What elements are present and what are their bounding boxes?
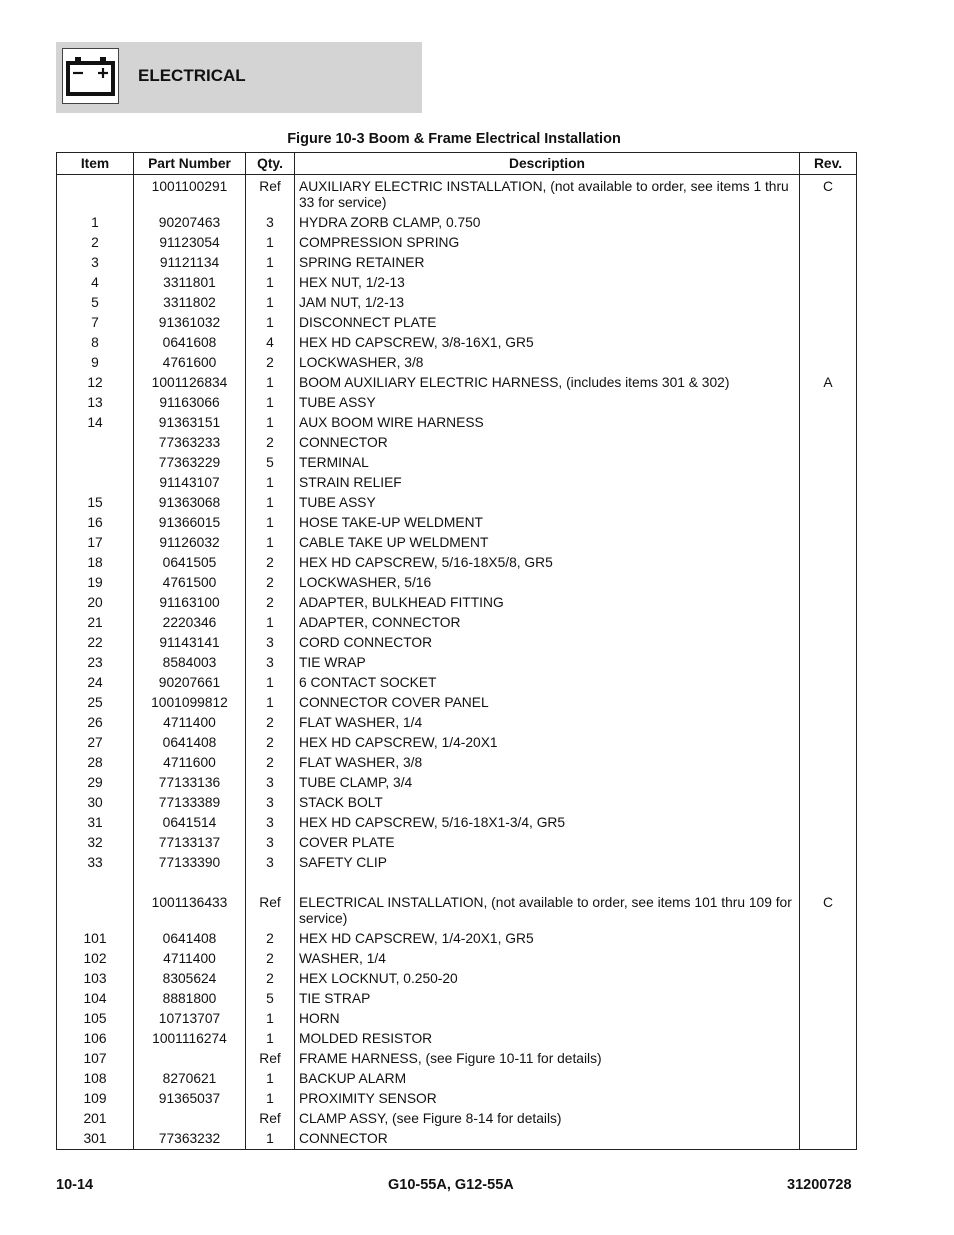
table-row bbox=[57, 513, 857, 533]
table-row bbox=[57, 373, 857, 393]
cell-rev bbox=[800, 753, 857, 773]
cell-qty: 1 bbox=[246, 1029, 295, 1049]
cell-description: SAFETY CLIP bbox=[295, 853, 800, 873]
column-header-rev: Rev. bbox=[800, 153, 857, 175]
cell-part-number: 77133390 bbox=[134, 853, 246, 873]
cell-rev bbox=[800, 853, 857, 873]
cell-description: FLAT WASHER, 3/8 bbox=[295, 753, 800, 773]
cell-item: 13 bbox=[57, 393, 134, 413]
cell-part-number bbox=[134, 873, 246, 893]
cell-rev bbox=[800, 1089, 857, 1109]
cell-item: 21 bbox=[57, 613, 134, 633]
cell-description: JAM NUT, 1/2-13 bbox=[295, 293, 800, 313]
cell-description: STRAIN RELIEF bbox=[295, 473, 800, 493]
cell-part-number: 0641514 bbox=[134, 813, 246, 833]
table-row bbox=[57, 233, 857, 253]
cell-qty: 1 bbox=[246, 393, 295, 413]
table-row bbox=[57, 1069, 857, 1089]
cell-item: 30 bbox=[57, 793, 134, 813]
cell-description: HEX LOCKNUT, 0.250-20 bbox=[295, 969, 800, 989]
cell-rev bbox=[800, 1009, 857, 1029]
table-row bbox=[57, 593, 857, 613]
cell-qty: 3 bbox=[246, 213, 295, 233]
cell-rev bbox=[800, 293, 857, 313]
table-row bbox=[57, 473, 857, 493]
cell-qty: 2 bbox=[246, 573, 295, 593]
cell-qty: 1 bbox=[246, 253, 295, 273]
cell-description: HEX HD CAPSCREW, 1/4-20X1, GR5 bbox=[295, 929, 800, 949]
cell-description: TUBE ASSY bbox=[295, 393, 800, 413]
cell-rev bbox=[800, 969, 857, 989]
cell-qty: 2 bbox=[246, 593, 295, 613]
table-row bbox=[57, 293, 857, 313]
cell-qty: Ref bbox=[246, 893, 295, 929]
cell-part-number: 3311801 bbox=[134, 273, 246, 293]
table-row bbox=[57, 753, 857, 773]
cell-item: 24 bbox=[57, 673, 134, 693]
cell-rev bbox=[800, 613, 857, 633]
cell-description: HYDRA ZORB CLAMP, 0.750 bbox=[295, 213, 800, 233]
cell-rev bbox=[800, 1129, 857, 1150]
table-row bbox=[57, 253, 857, 273]
cell-qty: 1 bbox=[246, 473, 295, 493]
section-title: ELECTRICAL bbox=[138, 66, 246, 85]
cell-rev bbox=[800, 353, 857, 373]
cell-qty: 3 bbox=[246, 793, 295, 813]
cell-qty: 1 bbox=[246, 493, 295, 513]
cell-rev bbox=[800, 433, 857, 453]
cell-rev bbox=[800, 533, 857, 553]
cell-description: HEX NUT, 1/2-13 bbox=[295, 273, 800, 293]
cell-item bbox=[57, 893, 134, 929]
table-row bbox=[57, 873, 857, 893]
cell-rev bbox=[800, 633, 857, 653]
cell-rev bbox=[800, 593, 857, 613]
cell-qty: 1 bbox=[246, 1009, 295, 1029]
cell-qty: 1 bbox=[246, 693, 295, 713]
cell-item: 27 bbox=[57, 733, 134, 753]
cell-item: 25 bbox=[57, 693, 134, 713]
cell-description: HORN bbox=[295, 1009, 800, 1029]
cell-description: TIE WRAP bbox=[295, 653, 800, 673]
cell-description: CONNECTOR COVER PANEL bbox=[295, 693, 800, 713]
cell-item: 109 bbox=[57, 1089, 134, 1109]
cell-qty: Ref bbox=[246, 1109, 295, 1129]
cell-qty: 1 bbox=[246, 373, 295, 393]
cell-item: 29 bbox=[57, 773, 134, 793]
cell-part-number: 91123054 bbox=[134, 233, 246, 253]
table-row bbox=[57, 793, 857, 813]
cell-item: 26 bbox=[57, 713, 134, 733]
cell-description: STACK BOLT bbox=[295, 793, 800, 813]
cell-part-number: 4761600 bbox=[134, 353, 246, 373]
cell-rev: C bbox=[800, 175, 857, 214]
cell-part-number: 8305624 bbox=[134, 969, 246, 989]
table-header-row bbox=[57, 153, 857, 175]
cell-description: SPRING RETAINER bbox=[295, 253, 800, 273]
cell-description: TUBE ASSY bbox=[295, 493, 800, 513]
cell-qty: Ref bbox=[246, 175, 295, 214]
cell-rev bbox=[800, 513, 857, 533]
cell-part-number: 1001126834 bbox=[134, 373, 246, 393]
cell-rev bbox=[800, 873, 857, 893]
table-row bbox=[57, 673, 857, 693]
cell-part-number: 77363232 bbox=[134, 1129, 246, 1150]
cell-qty: 1 bbox=[246, 273, 295, 293]
cell-rev bbox=[800, 813, 857, 833]
table-row bbox=[57, 813, 857, 833]
cell-item: 33 bbox=[57, 853, 134, 873]
cell-rev bbox=[800, 493, 857, 513]
cell-part-number: 91121134 bbox=[134, 253, 246, 273]
cell-qty: 3 bbox=[246, 833, 295, 853]
cell-rev bbox=[800, 1049, 857, 1069]
cell-part-number: 0641505 bbox=[134, 553, 246, 573]
cell-qty: 2 bbox=[246, 553, 295, 573]
cell-item: 12 bbox=[57, 373, 134, 393]
cell-item: 22 bbox=[57, 633, 134, 653]
cell-part-number: 0641608 bbox=[134, 333, 246, 353]
cell-item: 16 bbox=[57, 513, 134, 533]
cell-item: 9 bbox=[57, 353, 134, 373]
cell-item: 17 bbox=[57, 533, 134, 553]
cell-qty: 2 bbox=[246, 433, 295, 453]
cell-description: CLAMP ASSY, (see Figure 8-14 for details) bbox=[295, 1109, 800, 1129]
cell-rev bbox=[800, 733, 857, 753]
cell-description: 6 CONTACT SOCKET bbox=[295, 673, 800, 693]
cell-description: HOSE TAKE-UP WELDMENT bbox=[295, 513, 800, 533]
cell-qty: 2 bbox=[246, 733, 295, 753]
cell-part-number: 4761500 bbox=[134, 573, 246, 593]
cell-description: ADAPTER, CONNECTOR bbox=[295, 613, 800, 633]
figure-title: Figure 10-3 Boom & Frame Electrical Installation bbox=[287, 131, 621, 147]
cell-part-number: 4711400 bbox=[134, 713, 246, 733]
table-row bbox=[57, 533, 857, 553]
cell-item: 28 bbox=[57, 753, 134, 773]
cell-part-number: 8270621 bbox=[134, 1069, 246, 1089]
cell-item: 31 bbox=[57, 813, 134, 833]
table-row bbox=[57, 613, 857, 633]
cell-qty: 2 bbox=[246, 969, 295, 989]
cell-rev bbox=[800, 713, 857, 733]
cell-qty: 1 bbox=[246, 413, 295, 433]
cell-part-number: 4711400 bbox=[134, 949, 246, 969]
cell-item: 102 bbox=[57, 949, 134, 969]
cell-rev bbox=[800, 1029, 857, 1049]
cell-part-number: 77133136 bbox=[134, 773, 246, 793]
cell-qty: 2 bbox=[246, 713, 295, 733]
table-row bbox=[57, 273, 857, 293]
parts-table bbox=[56, 152, 857, 1150]
cell-description: HEX HD CAPSCREW, 1/4-20X1 bbox=[295, 733, 800, 753]
table-row bbox=[57, 653, 857, 673]
cell-item: 7 bbox=[57, 313, 134, 333]
cell-rev bbox=[800, 213, 857, 233]
cell-qty: 1 bbox=[246, 513, 295, 533]
cell-qty: 3 bbox=[246, 773, 295, 793]
cell-description: HEX HD CAPSCREW, 5/16-18X1-3/4, GR5 bbox=[295, 813, 800, 833]
cell-item: 4 bbox=[57, 273, 134, 293]
cell-description: FRAME HARNESS, (see Figure 10-11 for details) bbox=[295, 1049, 800, 1069]
battery-icon bbox=[62, 48, 119, 104]
cell-description: HEX HD CAPSCREW, 5/16-18X5/8, GR5 bbox=[295, 553, 800, 573]
cell-item: 103 bbox=[57, 969, 134, 989]
cell-description: COMPRESSION SPRING bbox=[295, 233, 800, 253]
cell-description: ADAPTER, BULKHEAD FITTING bbox=[295, 593, 800, 613]
cell-rev bbox=[800, 1109, 857, 1129]
cell-qty: 3 bbox=[246, 853, 295, 873]
cell-item bbox=[57, 473, 134, 493]
cell-description: CONNECTOR bbox=[295, 1129, 800, 1150]
cell-part-number: 91143141 bbox=[134, 633, 246, 653]
cell-description: WASHER, 1/4 bbox=[295, 949, 800, 969]
table-row bbox=[57, 433, 857, 453]
table-row bbox=[57, 1109, 857, 1129]
cell-part-number: 90207463 bbox=[134, 213, 246, 233]
cell-part-number: 91143107 bbox=[134, 473, 246, 493]
cell-part-number: 1001099812 bbox=[134, 693, 246, 713]
cell-description: PROXIMITY SENSOR bbox=[295, 1089, 800, 1109]
cell-description: AUXILIARY ELECTRIC INSTALLATION, (not available to order, see items 1 thru 33 for service) bbox=[295, 175, 800, 214]
cell-description: TUBE CLAMP, 3/4 bbox=[295, 773, 800, 793]
cell-qty bbox=[246, 873, 295, 893]
cell-qty: 3 bbox=[246, 653, 295, 673]
cell-item: 32 bbox=[57, 833, 134, 853]
cell-item: 15 bbox=[57, 493, 134, 513]
table-row bbox=[57, 1029, 857, 1049]
cell-item: 23 bbox=[57, 653, 134, 673]
cell-rev bbox=[800, 929, 857, 949]
cell-qty: 2 bbox=[246, 949, 295, 969]
cell-part-number: 91126032 bbox=[134, 533, 246, 553]
cell-description: COVER PLATE bbox=[295, 833, 800, 853]
cell-part-number: 91363151 bbox=[134, 413, 246, 433]
cell-rev bbox=[800, 793, 857, 813]
cell-rev bbox=[800, 573, 857, 593]
cell-rev bbox=[800, 553, 857, 573]
table-row bbox=[57, 1089, 857, 1109]
cell-rev bbox=[800, 333, 857, 353]
cell-rev bbox=[800, 313, 857, 333]
cell-qty: 1 bbox=[246, 533, 295, 553]
cell-description: LOCKWASHER, 3/8 bbox=[295, 353, 800, 373]
cell-description bbox=[295, 873, 800, 893]
cell-qty: 1 bbox=[246, 1069, 295, 1089]
cell-description: AUX BOOM WIRE HARNESS bbox=[295, 413, 800, 433]
table-row bbox=[57, 573, 857, 593]
cell-qty: 2 bbox=[246, 753, 295, 773]
cell-description: DISCONNECT PLATE bbox=[295, 313, 800, 333]
cell-item bbox=[57, 453, 134, 473]
cell-item: 301 bbox=[57, 1129, 134, 1150]
cell-item: 8 bbox=[57, 333, 134, 353]
cell-item: 5 bbox=[57, 293, 134, 313]
model-name: G10-55A, G12-55A bbox=[388, 1177, 514, 1193]
table-row bbox=[57, 313, 857, 333]
cell-rev bbox=[800, 393, 857, 413]
table-row bbox=[57, 633, 857, 653]
cell-rev bbox=[800, 673, 857, 693]
cell-part-number: 91361032 bbox=[134, 313, 246, 333]
cell-item: 107 bbox=[57, 1049, 134, 1069]
cell-qty: 4 bbox=[246, 333, 295, 353]
cell-item: 201 bbox=[57, 1109, 134, 1129]
cell-item: 2 bbox=[57, 233, 134, 253]
cell-rev bbox=[800, 989, 857, 1009]
cell-rev bbox=[800, 833, 857, 853]
table-row bbox=[57, 353, 857, 373]
table-row bbox=[57, 175, 857, 214]
cell-item: 101 bbox=[57, 929, 134, 949]
cell-qty: 5 bbox=[246, 989, 295, 1009]
cell-part-number: 77133137 bbox=[134, 833, 246, 853]
column-header-qty: Qty. bbox=[246, 153, 295, 175]
cell-description: TIE STRAP bbox=[295, 989, 800, 1009]
cell-qty: 5 bbox=[246, 453, 295, 473]
table-row bbox=[57, 949, 857, 969]
table-row bbox=[57, 1049, 857, 1069]
cell-part-number: 91365037 bbox=[134, 1089, 246, 1109]
cell-part-number: 8881800 bbox=[134, 989, 246, 1009]
cell-rev bbox=[800, 473, 857, 493]
cell-part-number: 1001116274 bbox=[134, 1029, 246, 1049]
cell-rev bbox=[800, 653, 857, 673]
document-number: 31200728 bbox=[787, 1177, 852, 1193]
cell-part-number: 1001136433 bbox=[134, 893, 246, 929]
table-row bbox=[57, 733, 857, 753]
cell-qty: 1 bbox=[246, 1089, 295, 1109]
cell-item: 108 bbox=[57, 1069, 134, 1089]
cell-description: LOCKWASHER, 5/16 bbox=[295, 573, 800, 593]
column-header-description: Description bbox=[295, 153, 800, 175]
page-number: 10-14 bbox=[56, 1177, 94, 1193]
table-row bbox=[57, 893, 857, 929]
cell-description: CORD CONNECTOR bbox=[295, 633, 800, 653]
cell-part-number: 77133389 bbox=[134, 793, 246, 813]
cell-item: 3 bbox=[57, 253, 134, 273]
table-row bbox=[57, 493, 857, 513]
cell-item: 18 bbox=[57, 553, 134, 573]
cell-part-number: 10713707 bbox=[134, 1009, 246, 1029]
table-row bbox=[57, 713, 857, 733]
cell-part-number: 2220346 bbox=[134, 613, 246, 633]
cell-qty: 1 bbox=[246, 313, 295, 333]
cell-part-number: 4711600 bbox=[134, 753, 246, 773]
cell-qty: 3 bbox=[246, 633, 295, 653]
cell-item: 106 bbox=[57, 1029, 134, 1049]
table-row bbox=[57, 969, 857, 989]
cell-part-number: 91163100 bbox=[134, 593, 246, 613]
cell-part-number: 0641408 bbox=[134, 733, 246, 753]
cell-item bbox=[57, 175, 134, 214]
cell-item: 104 bbox=[57, 989, 134, 1009]
table-row bbox=[57, 833, 857, 853]
cell-description: CONNECTOR bbox=[295, 433, 800, 453]
cell-part-number: 91163066 bbox=[134, 393, 246, 413]
cell-description: ELECTRICAL INSTALLATION, (not available to order, see items 101 thru 109 for service) bbox=[295, 893, 800, 929]
cell-qty: 2 bbox=[246, 929, 295, 949]
cell-part-number bbox=[134, 1109, 246, 1129]
table-row bbox=[57, 853, 857, 873]
cell-qty: 1 bbox=[246, 673, 295, 693]
cell-part-number: 1001100291 bbox=[134, 175, 246, 214]
cell-qty: 3 bbox=[246, 813, 295, 833]
column-header-item: Item bbox=[57, 153, 134, 175]
table-row bbox=[57, 1129, 857, 1150]
cell-item: 20 bbox=[57, 593, 134, 613]
table-row bbox=[57, 413, 857, 433]
parts-table-body bbox=[57, 175, 857, 1150]
cell-rev: A bbox=[800, 373, 857, 393]
column-header-part-number: Part Number bbox=[134, 153, 246, 175]
cell-rev: C bbox=[800, 893, 857, 929]
table-row bbox=[57, 453, 857, 473]
cell-item: 14 bbox=[57, 413, 134, 433]
cell-description: MOLDED RESISTOR bbox=[295, 1029, 800, 1049]
cell-qty: 1 bbox=[246, 613, 295, 633]
cell-description: BACKUP ALARM bbox=[295, 1069, 800, 1089]
cell-item: 1 bbox=[57, 213, 134, 233]
cell-rev bbox=[800, 949, 857, 969]
table-row bbox=[57, 693, 857, 713]
cell-qty: 1 bbox=[246, 293, 295, 313]
cell-part-number: 90207661 bbox=[134, 673, 246, 693]
cell-part-number: 91366015 bbox=[134, 513, 246, 533]
cell-rev bbox=[800, 773, 857, 793]
table-row bbox=[57, 989, 857, 1009]
cell-rev bbox=[800, 1069, 857, 1089]
cell-part-number: 91363068 bbox=[134, 493, 246, 513]
cell-qty: 1 bbox=[246, 1129, 295, 1150]
table-row bbox=[57, 393, 857, 413]
cell-description: FLAT WASHER, 1/4 bbox=[295, 713, 800, 733]
cell-item bbox=[57, 873, 134, 893]
table-row bbox=[57, 773, 857, 793]
cell-qty: 1 bbox=[246, 233, 295, 253]
cell-qty: Ref bbox=[246, 1049, 295, 1069]
cell-item: 105 bbox=[57, 1009, 134, 1029]
cell-rev bbox=[800, 233, 857, 253]
cell-part-number: 77363229 bbox=[134, 453, 246, 473]
cell-description: HEX HD CAPSCREW, 3/8-16X1, GR5 bbox=[295, 333, 800, 353]
cell-description: CABLE TAKE UP WELDMENT bbox=[295, 533, 800, 553]
cell-part-number: 77363233 bbox=[134, 433, 246, 453]
cell-rev bbox=[800, 273, 857, 293]
table-row bbox=[57, 213, 857, 233]
table-row bbox=[57, 1009, 857, 1029]
table-row bbox=[57, 929, 857, 949]
cell-rev bbox=[800, 253, 857, 273]
cell-description: TERMINAL bbox=[295, 453, 800, 473]
cell-rev bbox=[800, 413, 857, 433]
table-row bbox=[57, 333, 857, 353]
cell-part-number: 3311802 bbox=[134, 293, 246, 313]
cell-part-number: 0641408 bbox=[134, 929, 246, 949]
table-row bbox=[57, 553, 857, 573]
cell-part-number bbox=[134, 1049, 246, 1069]
cell-part-number: 8584003 bbox=[134, 653, 246, 673]
cell-description: BOOM AUXILIARY ELECTRIC HARNESS, (includes items 301 & 302) bbox=[295, 373, 800, 393]
cell-rev bbox=[800, 693, 857, 713]
cell-rev bbox=[800, 453, 857, 473]
cell-qty: 2 bbox=[246, 353, 295, 373]
cell-item bbox=[57, 433, 134, 453]
cell-item: 19 bbox=[57, 573, 134, 593]
